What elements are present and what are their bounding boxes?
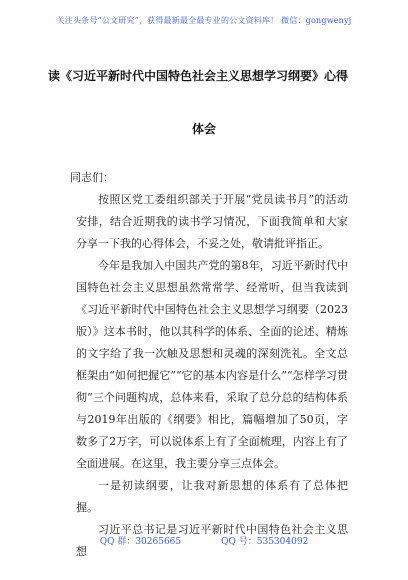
page-footer [0,534,408,550]
paragraph: 今年是我加入中国共产党的第8年，习近平新时代中国特色社会主义思想虽然常常学、经常听，但当我读到《习近平新时代中国特色社会主义思想学习纲要（2023版）》这本书时，他以其科学的体系、全面的论述、精炼的文字给了我一次触及思想和灵魂的深刻洗礼。全文总框架由“如何把握它”“它的基本内容是什么”“怎样学习贯彻”三个问题构成，总体来看，采取了总分总的结构体系与2019年出版的《纲要》相比，篇幅增加了50页，字数多了2万字，可以说体系上有了全面梳理，内容上有了全面进展。在这里，我主要分享三点体会。 [76,259,348,470]
paragraph: 一是初读纲要，让我对新思想的体系有了总体把握。 [76,479,348,514]
document-title: 读《习近平新时代中国特色社会主义思想学习纲要》心得 [48,69,349,83]
page-header [0,0,408,40]
document-body [70,167,348,563]
salutation: 同志们： [70,171,114,184]
footer-qq-number: QQ 号：535304092 [221,537,309,547]
document-title-continued: 体会 [191,122,216,136]
header-banner-text: 关注头条号“公文研究”，获得最新最全最专业的公文资料库！ 微信：gongwenyj [56,15,352,25]
paragraph: 按照区党工委组织部关于开展“党员读书月”的活动安排，结合近期我的读书学习情况，下面我简单和大家分享一下我的心得体会，不妥之处，敬请批评指正。 [76,193,348,250]
paragraph: 习近平总书记是习近平新时代中国特色社会主义思想 [76,523,348,558]
footer-qq-group: QQ 群：30265665 [99,537,182,547]
